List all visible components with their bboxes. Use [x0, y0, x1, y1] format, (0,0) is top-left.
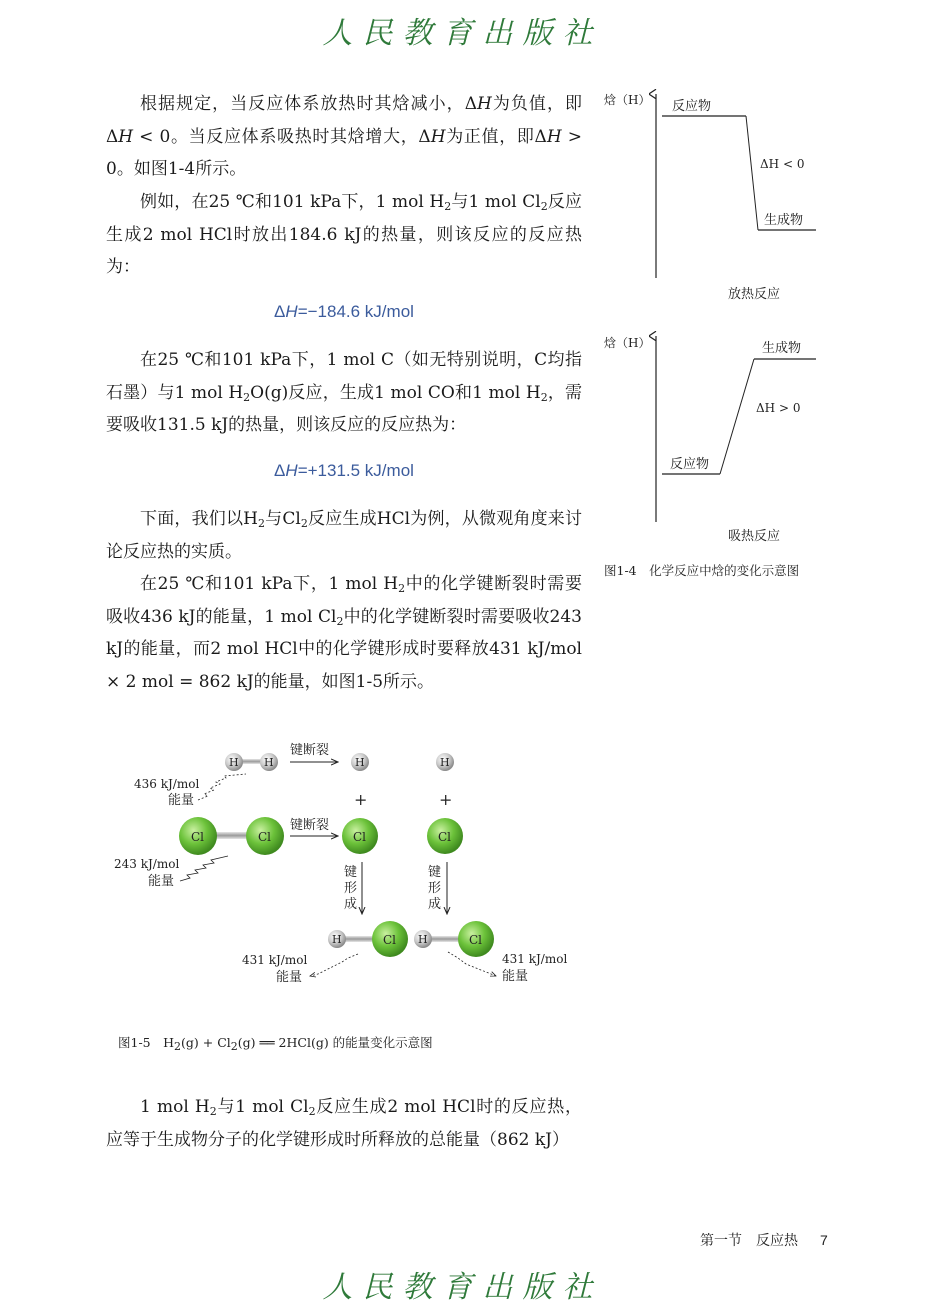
- svg-text:H: H: [332, 933, 342, 946]
- exo-axis-label: 焓（H）: [604, 93, 651, 107]
- equation-1: ΔH=−184.6 kJ/mol: [274, 302, 414, 321]
- svg-text:Cl: Cl: [258, 830, 272, 844]
- figure-1-4-caption: 图1-4 化学反应中焓的变化示意图: [604, 563, 800, 578]
- figure-1-5-caption: 图1-5 $H_2(g) + Cl_2(g)$ ══ 2HCl(g) 的能量变化示意图: [118, 1035, 433, 1053]
- svg-text:H: H: [229, 756, 239, 769]
- svg-text:Cl: Cl: [353, 830, 367, 844]
- plus-1: +: [354, 790, 368, 809]
- paragraph-3: 在25 ℃和101 kPa下，1 mol C（如无特别说明，C均指石墨）与1 mol $H_2O(g)$反应，生成1 mol CO和1 mol $H_2$，需要吸收131.5 kJ的热量，则该反应的反应热为：: [106, 350, 583, 435]
- paragraph-4: 下面，我们以$H_2$与$Cl_2$反应生成HCl为例，从微观角度来讨论反应热的实质。: [106, 509, 582, 562]
- svg-text:H: H: [264, 756, 274, 769]
- exo-reactant-label: 反应物: [672, 99, 712, 114]
- h2-energy-value: 436 kJ/mol: [134, 777, 200, 791]
- publisher-logo-bottom: 人民教育出版社: [322, 1270, 603, 1305]
- endo-product-label: 生成物: [762, 341, 802, 356]
- page-number: 7: [820, 1232, 828, 1248]
- equation-2: ΔH=+131.5 kJ/mol: [274, 461, 414, 480]
- publisher-logo-top: 人民教育出版社: [322, 16, 603, 51]
- page-footer: [700, 1230, 828, 1250]
- exo-delta-label: ΔH < 0: [760, 157, 805, 171]
- svg-text:H: H: [355, 756, 365, 769]
- hcl-1-energy-word: 能量: [276, 970, 303, 985]
- svg-text:H: H: [418, 933, 428, 946]
- h2-energy-word: 能量: [168, 793, 195, 808]
- form-label-2b: 形: [428, 881, 442, 896]
- exo-change-line: [746, 116, 758, 230]
- form-label-1c: 成: [344, 897, 358, 912]
- svg-text:H: H: [440, 756, 450, 769]
- paragraph-6: 1 mol $H_2$与1 mol $Cl_2$反应生成2 mol HCl时的反应热，应等于生成物分子的化学键形成时所释放的总能量（862 kJ）: [106, 1097, 582, 1150]
- hcl-2-energy-word: 能量: [502, 969, 529, 984]
- endo-delta-label: ΔH > 0: [756, 401, 801, 415]
- svg-text:Cl: Cl: [469, 933, 483, 947]
- cl2-energy-value: 243 kJ/mol: [114, 857, 180, 871]
- figure-1-5: [106, 736, 582, 996]
- endo-title: 吸热反应: [728, 529, 781, 544]
- hcl-2-energy-value: 431 kJ/mol: [502, 952, 568, 966]
- exo-product-label: 生成物: [764, 213, 804, 228]
- exo-title: 放热反应: [728, 287, 781, 302]
- plus-2: +: [439, 790, 453, 809]
- paragraph-1: 根据规定，当反应体系放热时其焓减小，ΔH为负值，即 ΔH < 0。当反应体系吸热时其焓增大，ΔH为正值，即ΔH > 0。如图1-4所示。: [106, 94, 583, 179]
- paragraph-5: 在25 ℃和101 kPa下，1 mol $H_2$中的化学键断裂时需要吸收436 kJ的能量，1 mol $Cl_2$中的化学键断裂时需要吸收243 kJ的能量，而2 mol HCl中的化学键形成时要释放431 kJ/mol × 2 mol = 862 kJ的能量，如图1-5所示。: [106, 574, 583, 692]
- figure-1-4: [598, 86, 838, 556]
- form-label-1b: 形: [344, 881, 358, 896]
- form-label-2a: 键: [428, 865, 442, 880]
- endo-change-line: [720, 359, 754, 474]
- svg-text:Cl: Cl: [191, 830, 205, 844]
- hcl-1-energy-value: 431 kJ/mol: [242, 953, 308, 967]
- svg-text:Cl: Cl: [383, 933, 397, 947]
- endo-axis-label: 焓（H）: [604, 336, 651, 350]
- paragraph-2: 例如，在25 ℃和101 kPa下，1 mol $H_2$与1 mol $Cl_2$反应生成2 mol HCl时放出184.6 kJ的热量，则该反应的反应热为：: [106, 192, 582, 277]
- h2-break-label: 键断裂: [290, 743, 330, 758]
- cl2-energy-word: 能量: [148, 874, 175, 889]
- section-title: 第一节 反应热: [700, 1233, 798, 1249]
- cl2-break-label: 键断裂: [290, 818, 330, 833]
- form-label-2c: 成: [428, 897, 442, 912]
- form-label-1a: 键: [344, 865, 358, 880]
- svg-text:Cl: Cl: [438, 830, 452, 844]
- endo-reactant-label: 反应物: [670, 457, 710, 472]
